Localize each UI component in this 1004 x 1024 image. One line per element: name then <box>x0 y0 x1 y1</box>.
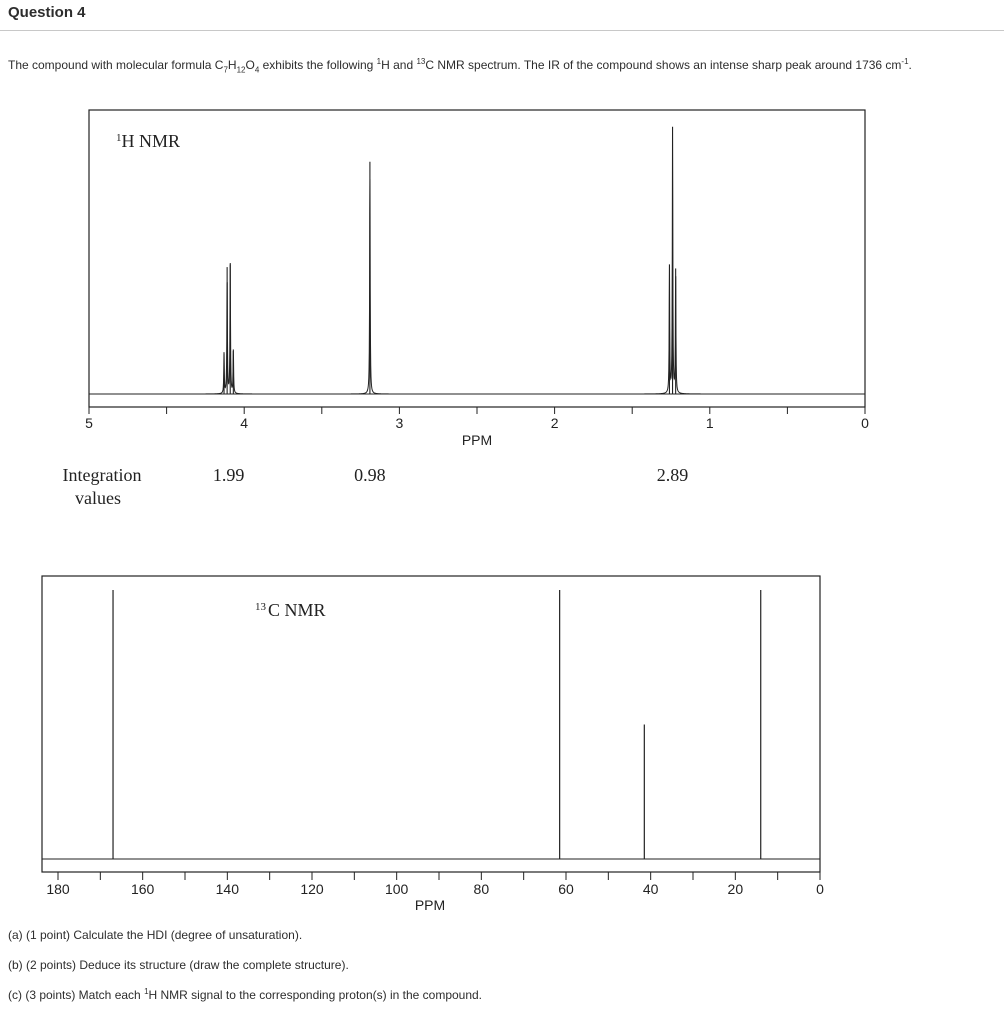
c-nmr-xlabel: PPM <box>414 897 446 913</box>
part-c-text-2: H NMR signal to the corresponding proton(s) in the compound. <box>148 988 483 1002</box>
intro-text-5: . <box>908 58 912 72</box>
c-nmr-tick-label: 120 <box>300 881 324 897</box>
h-nmr-frame <box>89 110 865 407</box>
intro-sup-1: 1 <box>376 57 382 66</box>
h-nmr-tick-label: 3 <box>395 415 404 431</box>
intro-text-2: exhibits the following <box>259 58 377 72</box>
integration-label-line2: values <box>75 488 121 508</box>
h-nmr-tick-label: 5 <box>85 415 93 431</box>
h-nmr-title <box>116 131 180 151</box>
c-nmr-tick-label: 100 <box>384 881 409 897</box>
h-nmr-x-axis <box>85 407 869 431</box>
formula-part: 7 <box>223 65 228 75</box>
intro-sup-13: 13 <box>416 57 426 66</box>
question-title: Question 4 <box>8 4 86 21</box>
c-nmr-title-text: C NMR <box>268 600 326 620</box>
formula-part: 12 <box>236 65 246 75</box>
h-nmr-tick-label: 0 <box>861 415 869 431</box>
h-nmr-chart <box>63 110 870 508</box>
part-c-text-1: (c) (3 points) Match each <box>8 988 145 1002</box>
h-nmr-tick-label: 1 <box>705 415 714 431</box>
c-nmr-title-sup: 13 <box>255 601 266 613</box>
integration-value: 2.89 <box>656 465 689 485</box>
part-b: (b) (2 points) Deduce its structure (draw the complete structure). <box>8 958 349 972</box>
h-nmr-title-text: H NMR <box>121 131 181 151</box>
intro-text-3: H and <box>381 58 417 72</box>
intro-sup-neg1: -1 <box>901 57 909 66</box>
c-nmr-tick-label: 180 <box>46 881 70 897</box>
h-nmr-integrations <box>213 465 688 485</box>
formula-part: 4 <box>254 65 260 75</box>
c-nmr-tick-label: 80 <box>473 881 490 897</box>
intro-text-4: C NMR spectrum. The IR of the compound shows an intense sharp peak around 1736 cm <box>425 58 902 72</box>
formula-part: H <box>227 58 237 72</box>
formula-part: C <box>214 58 224 72</box>
h-nmr-tick-label: 2 <box>550 415 559 431</box>
h-nmr-xlabel: PPM <box>461 432 493 448</box>
c-nmr-title <box>255 600 326 620</box>
integration-value: 1.99 <box>212 465 245 485</box>
c-nmr-x-axis <box>46 872 824 897</box>
formula-part: O <box>245 58 255 72</box>
c-nmr-tick-label: 40 <box>642 881 659 897</box>
c-nmr-peaks <box>113 590 761 859</box>
part-a: (a) (1 point) Calculate the HDI (degree of unsaturation). <box>8 928 303 942</box>
integration-label-line1: Integration <box>62 465 142 485</box>
integration-value: 0.98 <box>354 465 386 485</box>
h-nmr-spectrum-line <box>90 131 864 394</box>
h-nmr-tick-label: 4 <box>240 415 249 431</box>
part-c-sup: 1 <box>144 987 149 996</box>
c-nmr-tick-label: 20 <box>727 881 744 897</box>
part-c <box>8 987 482 1002</box>
c-nmr-chart <box>42 576 824 913</box>
c-nmr-tick-label: 60 <box>558 881 574 897</box>
c-nmr-frame <box>42 576 820 872</box>
h-nmr-title-sup: 1 <box>116 132 122 144</box>
intro-text-1: The compound with molecular formula <box>8 58 215 72</box>
c-nmr-tick-label: 160 <box>130 881 155 897</box>
c-nmr-tick-label: 140 <box>215 881 240 897</box>
c-nmr-tick-label: 0 <box>816 881 824 897</box>
